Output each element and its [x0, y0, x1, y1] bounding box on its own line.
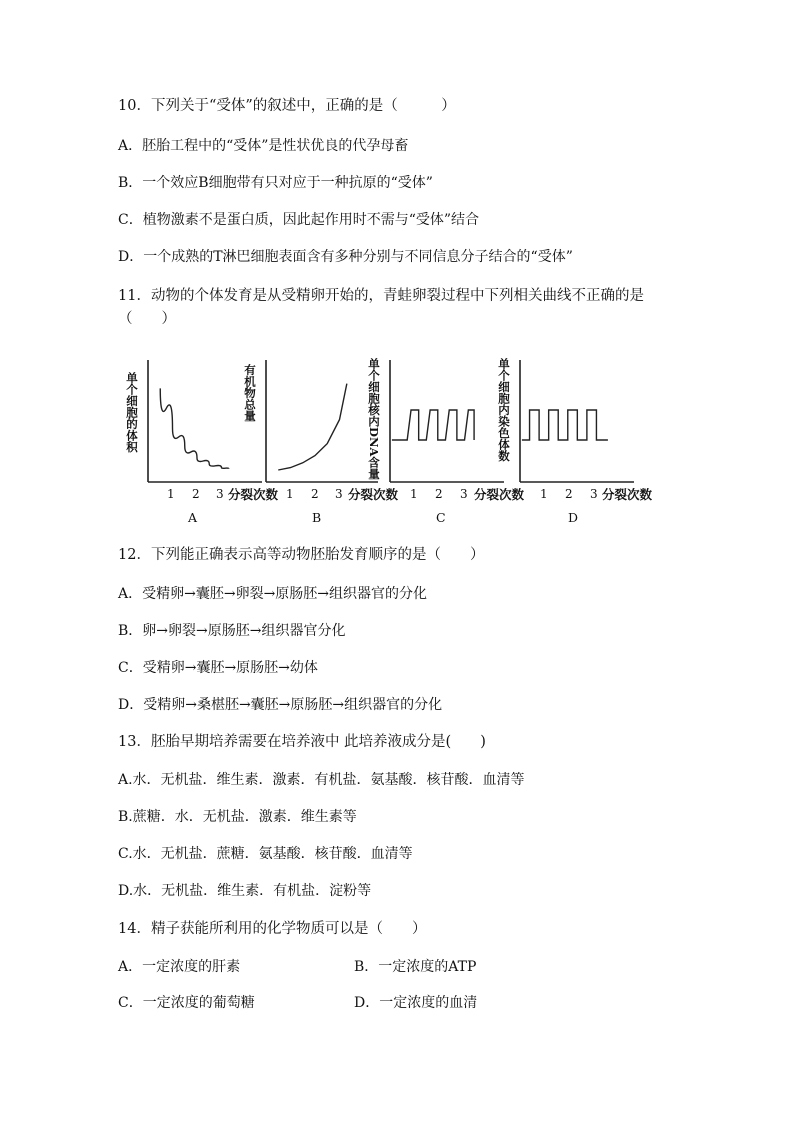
- q14-option-a: A．一定浓度的肝素: [118, 959, 241, 975]
- chart-a-tick-3: 3: [216, 487, 224, 501]
- chart-c-tick-1: 1: [410, 487, 418, 501]
- chart-d-tick-3: 3: [590, 487, 598, 501]
- q10-stem: 10．下列关于“受体”的叙述中，正确的是（ ）: [118, 98, 456, 114]
- chart-b-tick-1: 1: [286, 487, 294, 501]
- q12-option-a: A．受精卵→囊胚→卵裂→原肠胚→组织器官的分化: [118, 586, 428, 602]
- q11-stem: 11．动物的个体发育是从受精卵开始的，青蛙卵裂过程中下列相关曲线不正确的是: [118, 288, 644, 304]
- q10-option-a: A．胚胎工程中的“受体”是性状优良的代孕母畜: [118, 138, 409, 154]
- chart-a-tick-1: 1: [167, 487, 175, 501]
- q13-stem: 13．胚胎早期培养需要在培养液中 此培养液成分是( ): [118, 734, 486, 750]
- q12-option-d: D．受精卵→桑椹胚→囊胚→原肠胚→组织器官的分化: [118, 697, 443, 713]
- q11-charts: [112, 352, 672, 532]
- q12-option-b: B．卵→卵裂→原肠胚→组织器官分化: [118, 623, 346, 639]
- q10-option-b: B．一个效应B细胞带有只对应于一种抗原的“受体”: [118, 175, 433, 191]
- chart-c-tick-2: 2: [435, 487, 443, 501]
- q14-stem: 14．精子获能所利用的化学物质可以是（ ）: [118, 921, 427, 937]
- chart-b-caption: B: [312, 510, 322, 525]
- q13-option-a: A.水．无机盐．维生素．激素．有机盐．氨基酸．核苷酸．血清等: [118, 772, 525, 788]
- chart-d-caption: D: [568, 510, 579, 525]
- chart-c-curve: [392, 410, 474, 440]
- chart-a-caption: A: [188, 510, 198, 525]
- q13-option-d: D.水．无机盐．维生素．有机盐．淀粉等: [118, 883, 372, 899]
- chart-b-ylabel: 有机物总量: [243, 364, 257, 422]
- chart-c-xlabel: 分裂次数: [474, 487, 525, 502]
- q13-option-c: C.水．无机盐．蔗糖．氨基酸．核苷酸．血清等: [118, 846, 413, 862]
- q13-option-b: B.蔗糖．水．无机盐．激素．维生素等: [118, 809, 357, 825]
- chart-a-tick-2: 2: [192, 487, 200, 501]
- q14-option-d: D．一定浓度的血清: [354, 995, 478, 1011]
- q11-charts-svg: [112, 352, 672, 532]
- chart-d-tick-2: 2: [565, 487, 573, 501]
- q14-option-c: C．一定浓度的葡萄糖: [118, 995, 255, 1011]
- chart-d-tick-1: 1: [540, 487, 548, 501]
- q11-stem-cont: （ ）: [118, 311, 176, 327]
- q14-option-b: B．一定浓度的ATP: [354, 959, 477, 975]
- chart-a-ylabel: 单个细胞的体积: [125, 372, 139, 453]
- chart-b-curve: [278, 384, 347, 470]
- q10-option-d: D．一个成熟的T淋巴细胞表面含有多种分别与不同信息分子结合的“受体”: [118, 249, 573, 265]
- chart-a-curve: [160, 388, 229, 468]
- chart-c-caption: C: [436, 510, 446, 525]
- chart-d-xlabel: 分裂次数: [602, 487, 653, 502]
- chart-b-xlabel: 分裂次数: [348, 487, 399, 502]
- chart-c-ylabel: 单个细胞核内DNA含量: [367, 358, 381, 480]
- chart-b-tick-2: 2: [311, 487, 319, 501]
- chart-c-tick-3: 3: [460, 487, 468, 501]
- q10-option-c: C．植物激素不是蛋白质，因此起作用时不需与“受体”结合: [118, 212, 480, 228]
- q12-option-c: C．受精卵→囊胚→原肠胚→幼体: [118, 660, 318, 676]
- chart-b-tick-3: 3: [335, 487, 343, 501]
- chart-d-ylabel: 单个细胞内染色体数: [497, 358, 511, 462]
- chart-d-curve: [522, 410, 608, 440]
- chart-a-xlabel: 分裂次数: [228, 487, 279, 502]
- q12-stem: 12．下列能正确表示高等动物胚胎发育顺序的是（ ）: [118, 547, 485, 563]
